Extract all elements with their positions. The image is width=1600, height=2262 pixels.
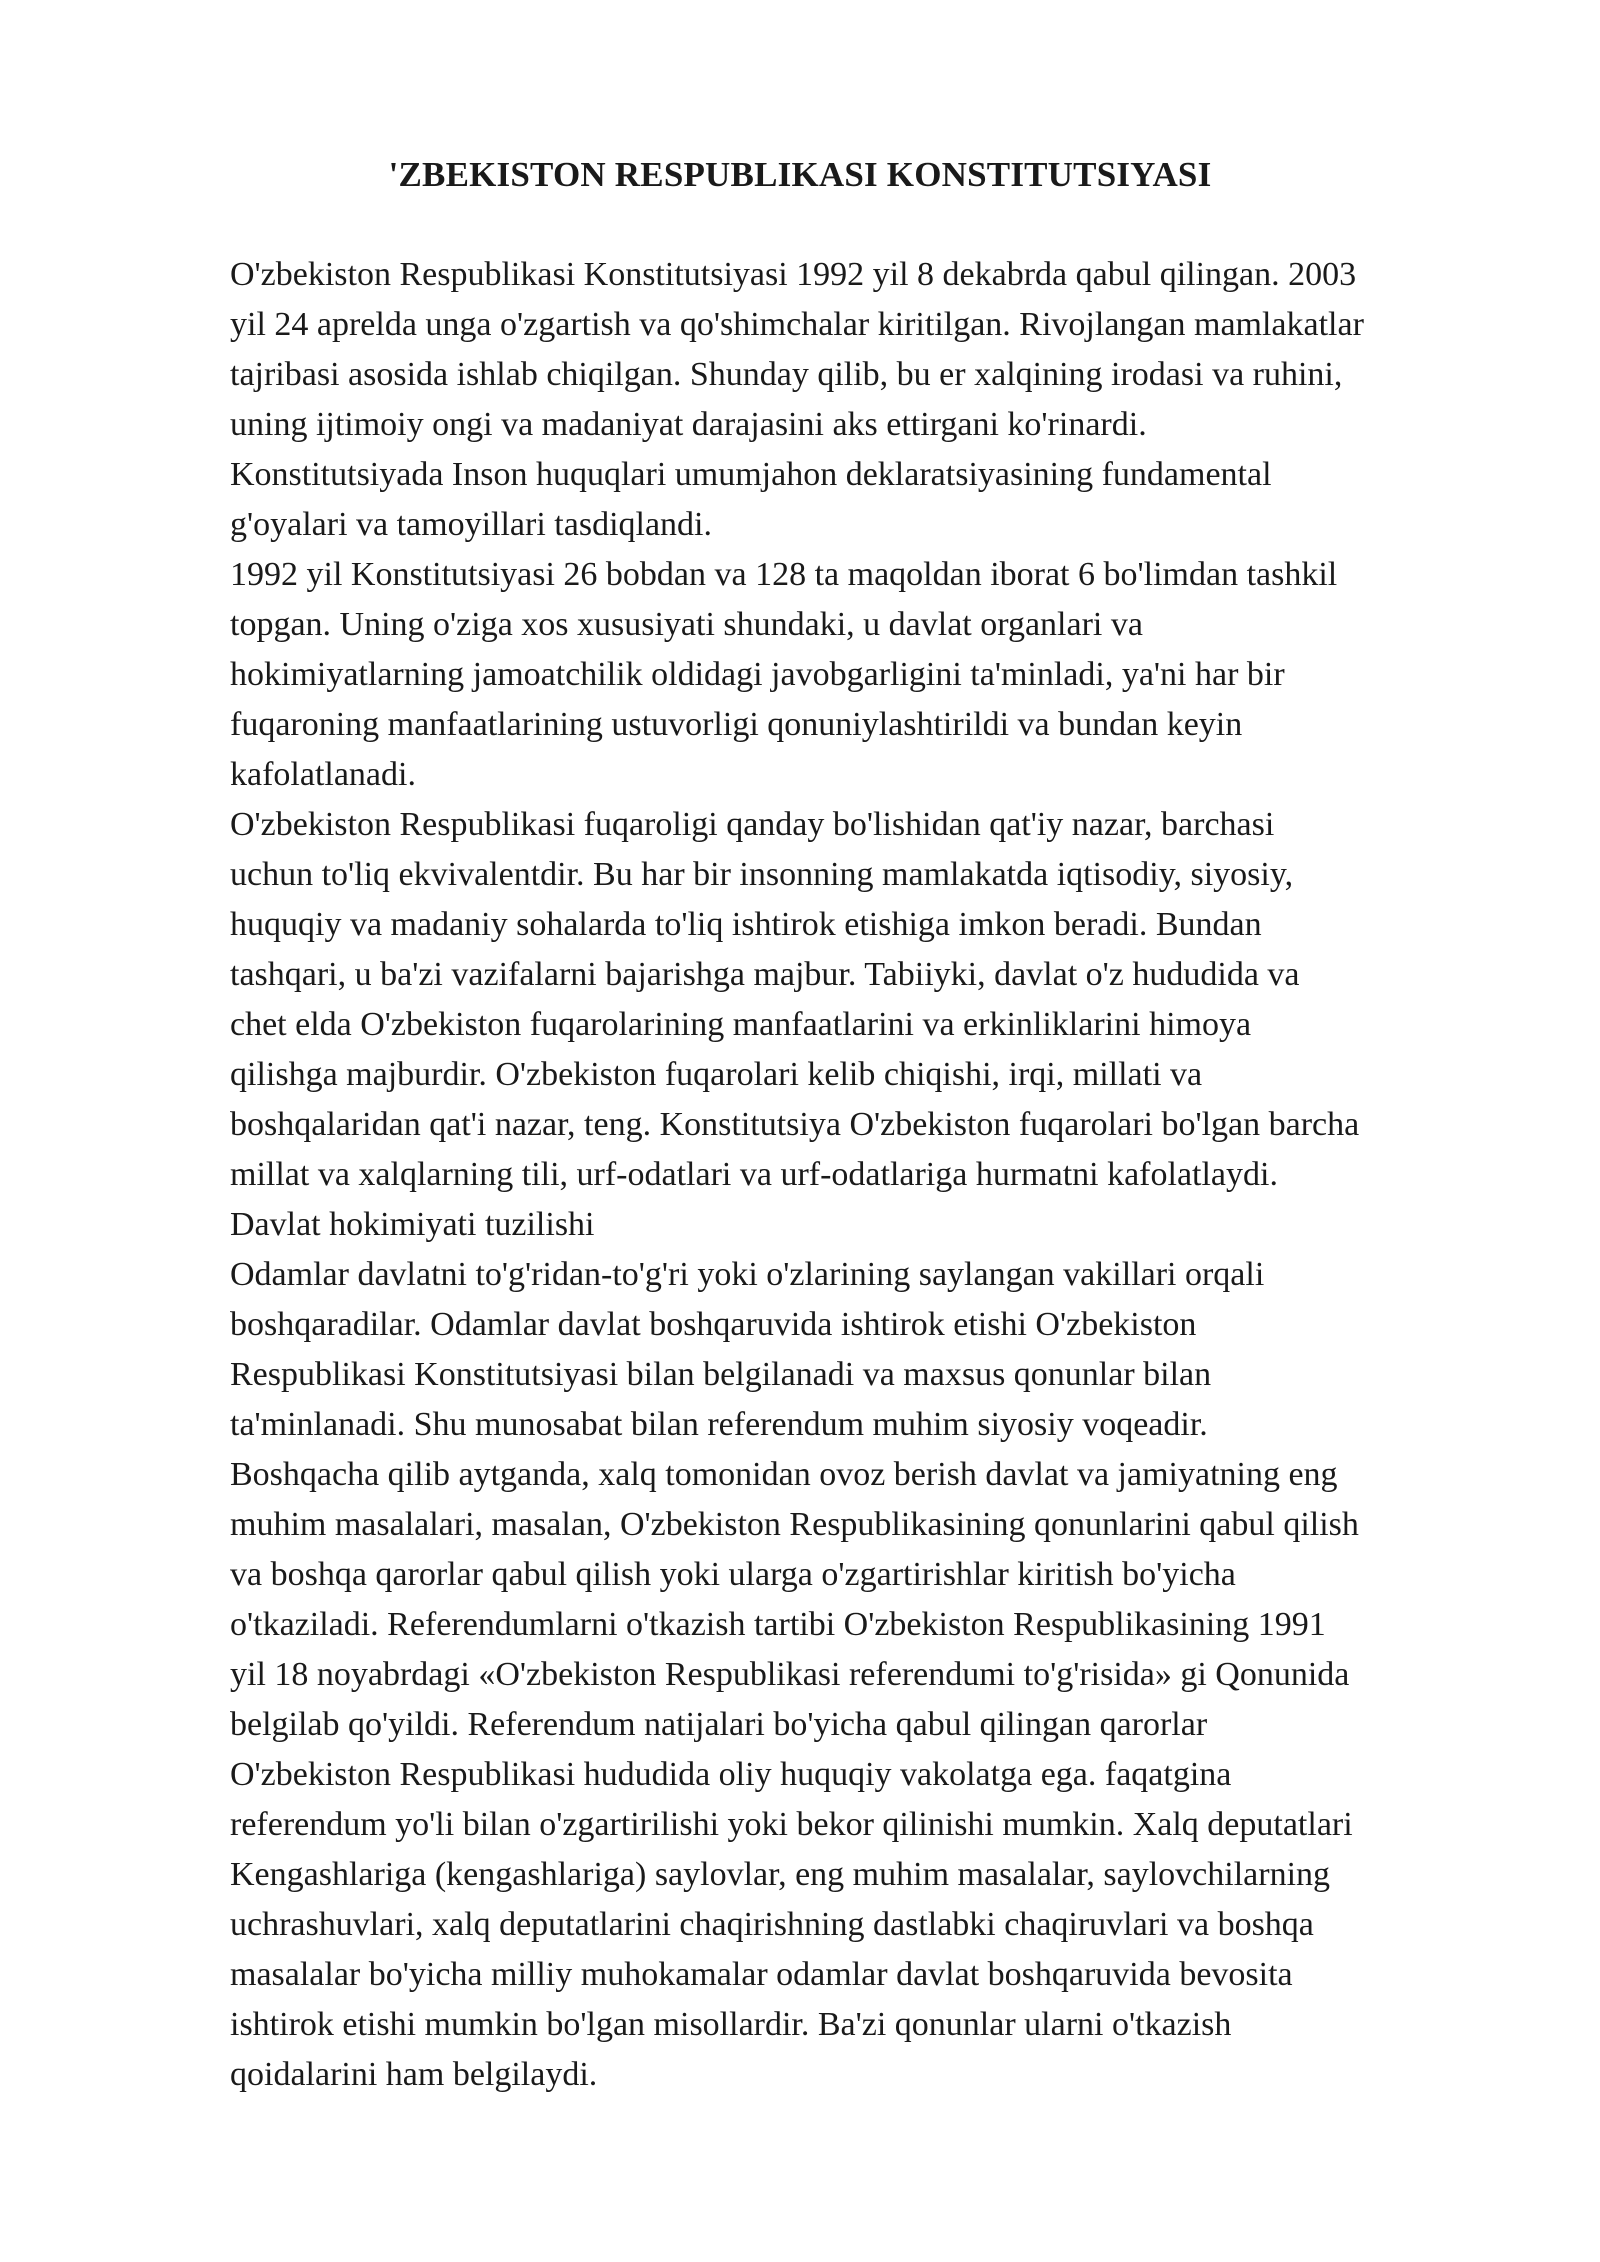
body-text-line: muhim masalalari, masalan, O'zbekiston Respublikasining qonunlarini qabul qilish <box>230 1506 1359 1543</box>
body-text-line: millat va xalqlarning tili, urf-odatlari va urf-odatlariga hurmatni kafolatlaydi. <box>230 1156 1278 1193</box>
body-text-line: qilishga majburdir. O'zbekiston fuqarolari kelib chiqishi, irqi, millati va <box>230 1056 1203 1093</box>
document-body <box>230 250 1500 2100</box>
body-text-line: Konstitutsiyada Inson huquqlari umumjahon deklaratsiyasining fundamental <box>230 456 1272 493</box>
body-text-line: Respublikasi Konstitutsiyasi bilan belgilanadi va maxsus qonunlar bilan <box>230 1356 1212 1393</box>
body-text-line: fuqaroning manfaatlarining ustuvorligi qonuniylashtirildi va bundan keyin <box>230 706 1243 743</box>
body-text-line: uchun to'liq ekvivalentdir. Bu har bir insonning mamlakatda iqtisodiy, siyosiy, <box>230 856 1294 893</box>
body-text-line: Boshqacha qilib aytganda, xalq tomonidan ovoz berish davlat va jamiyatning eng <box>230 1456 1338 1493</box>
body-text-line: uning ijtimoiy ongi va madaniyat darajasini aks ettirgani ko'rinardi. <box>230 406 1147 443</box>
body-text-line: ta'minlanadi. Shu munosabat bilan referendum muhim siyosiy voqeadir. <box>230 1406 1208 1443</box>
body-text-line: Odamlar davlatni to'g'ridan-to'g'ri yoki o'zlarining saylangan vakillari orqali <box>230 1256 1265 1293</box>
body-text-line: ishtirok etishi mumkin bo'lgan misollardir. Ba'zi qonunlar ularni o'tkazish <box>230 2006 1232 2043</box>
body-text-line: O'zbekiston Respublikasi Konstitutsiyasi 1992 yil 8 dekabrda qabul qilingan. 2003 <box>230 256 1357 293</box>
body-text-line: referendum yo'li bilan o'zgartirilishi yoki bekor qilinishi mumkin. Xalq deputatlari <box>230 1806 1353 1843</box>
body-text-line: Davlat hokimiyati tuzilishi <box>230 1206 595 1243</box>
body-text-line: qoidalarini ham belgilaydi. <box>230 2056 598 2093</box>
body-text-line: tashqari, u ba'zi vazifalarni bajarishga majbur. Tabiiyki, davlat o'z hududida va <box>230 956 1300 993</box>
body-text-line: tajribasi asosida ishlab chiqilgan. Shunday qilib, bu er xalqining irodasi va ruhini, <box>230 356 1343 393</box>
body-text-line: 1992 yil Konstitutsiyasi 26 bobdan va 128 ta maqoldan iborat 6 bo'limdan tashkil <box>230 556 1338 593</box>
document-title: 'ZBEKISTON RESPUBLIKASI KONSTITUTSIYASI <box>388 155 1212 194</box>
body-text-line: o'tkaziladi. Referendumlarni o'tkazish tartibi O'zbekiston Respublikasining 1991 <box>230 1606 1326 1643</box>
body-text-line: huquqiy va madaniy sohalarda to'liq ishtirok etishiga imkon beradi. Bundan <box>230 906 1262 943</box>
body-text-line: yil 18 noyabrdagi «O'zbekiston Respublikasi referendumi to'g'risida» gi Qonunida <box>230 1656 1350 1693</box>
body-text-line: O'zbekiston Respublikasi fuqaroligi qanday bo'lishidan qat'iy nazar, barchasi <box>230 806 1275 843</box>
body-text-line: belgilab qo'yildi. Referendum natijalari bo'yicha qabul qilingan qarorlar <box>230 1706 1208 1743</box>
body-text-line: uchrashuvlari, xalq deputatlarini chaqirishning dastlabki chaqiruvlari va boshqa <box>230 1906 1314 1943</box>
body-text-line: topgan. Uning o'ziga xos xususiyati shundaki, u davlat organlari va <box>230 606 1143 643</box>
body-text-line: g'oyalari va tamoyillari tasdiqlandi. <box>230 506 712 543</box>
body-text-line: va boshqa qarorlar qabul qilish yoki ularga o'zgartirishlar kiritish bo'yicha <box>230 1556 1236 1593</box>
body-text-line: boshqalaridan qat'i nazar, teng. Konstitutsiya O'zbekiston fuqarolari bo'lgan barcha <box>230 1106 1360 1143</box>
body-text-line: chet elda O'zbekiston fuqarolarining manfaatlarini va erkinliklarini himoya <box>230 1006 1252 1043</box>
body-text-line: Kengashlariga (kengashlariga) saylovlar, eng muhim masalalar, saylovchilarning <box>230 1856 1331 1893</box>
body-text-line: yil 24 aprelda unga o'zgartish va qo'shimchalar kiritilgan. Rivojlangan mamlakatlar <box>230 306 1364 343</box>
body-text-line: kafolatlanadi. <box>230 756 416 793</box>
body-text-line: hokimiyatlarning jamoatchilik oldidagi javobgarligini ta'minladi, ya'ni har bir <box>230 656 1285 693</box>
body-text-line: O'zbekiston Respublikasi hududida oliy huquqiy vakolatga ega. faqatgina <box>230 1756 1232 1793</box>
body-text-line: masalalar bo'yicha milliy muhokamalar odamlar davlat boshqaruvida bevosita <box>230 1956 1293 1993</box>
body-text-line: boshqaradilar. Odamlar davlat boshqaruvida ishtirok etishi O'zbekiston <box>230 1306 1197 1343</box>
